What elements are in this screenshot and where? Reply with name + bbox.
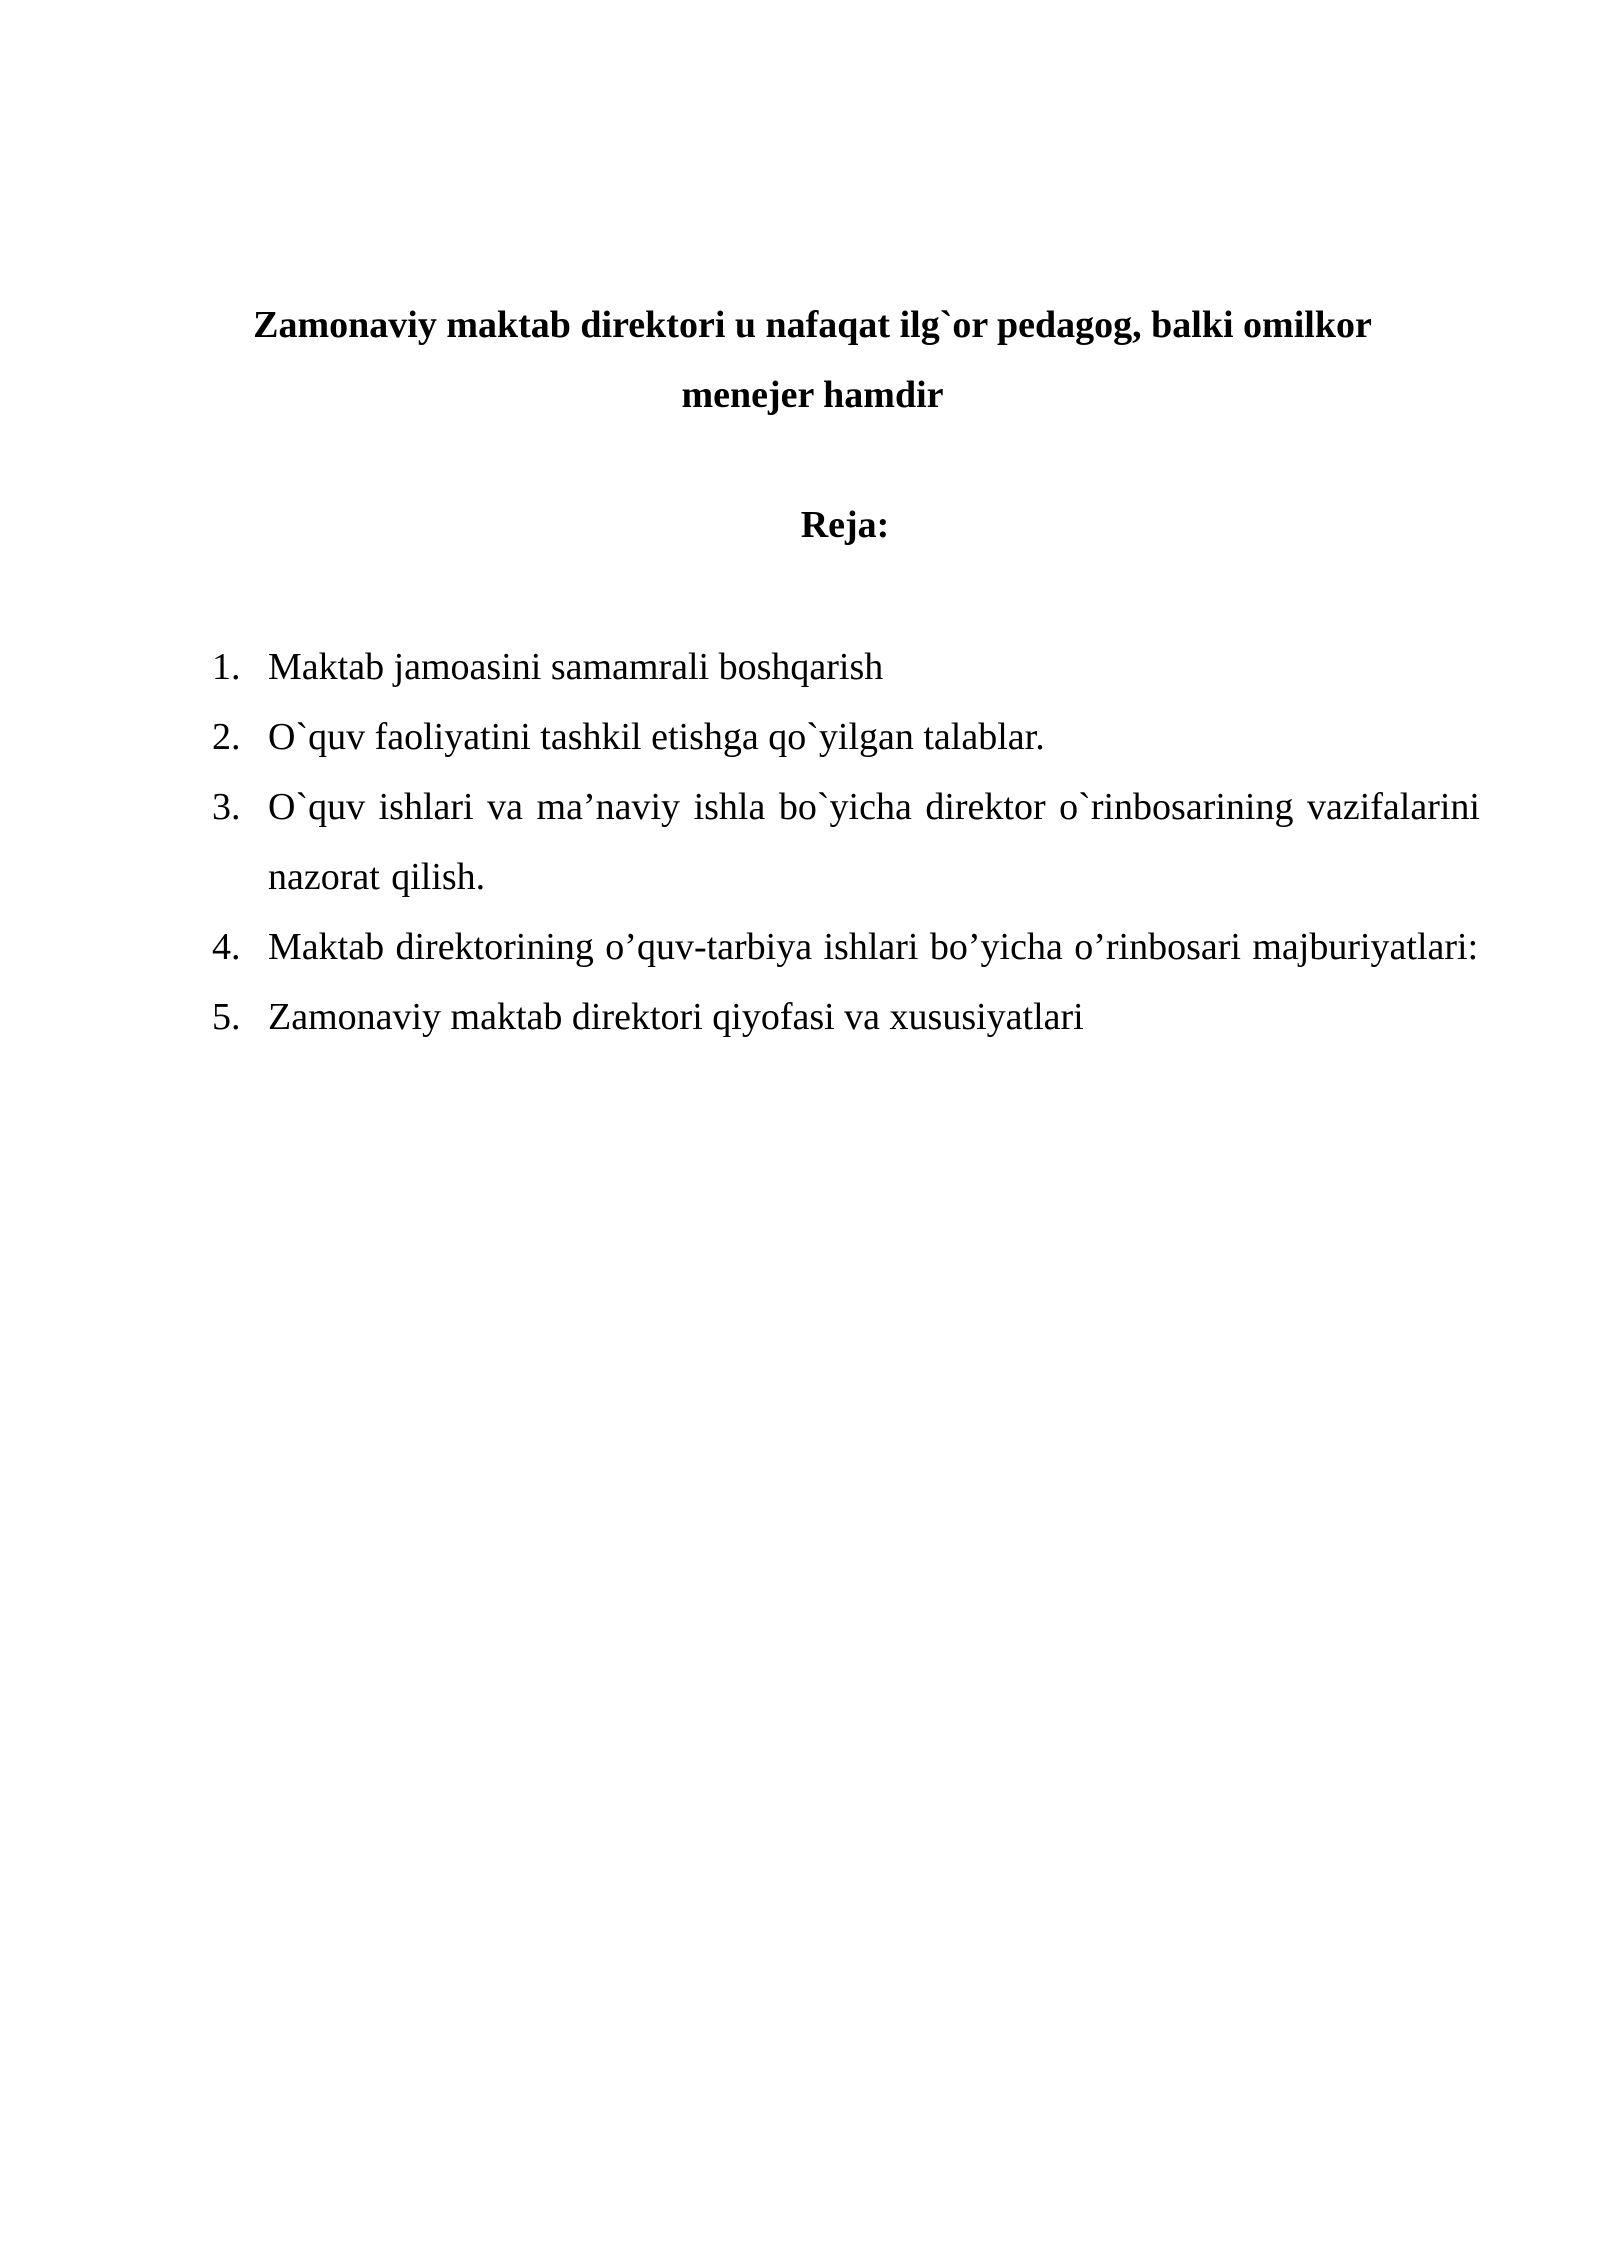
plan-item-text: Zamonaviy maktab direktori qiyofasi va xususiyatlari xyxy=(268,996,1084,1038)
plan-item-text: Maktab direktorining o’quv-tarbiya ishlari bo’yicha o’rinbosari majburiyatlari: xyxy=(268,926,1479,968)
plan-item-1 xyxy=(212,632,1480,702)
plan-item-text: Maktab jamoasini samamrali boshqarish xyxy=(268,646,884,688)
document-title: Zamonaviy maktab direktori u nafaqat ilg`or pedagog, balki omilkor menejer hamdir xyxy=(253,304,1372,416)
plan-item-5 xyxy=(212,982,1480,1052)
plan-item-number: 2. xyxy=(212,716,241,758)
plan-list xyxy=(212,632,1480,1052)
plan-item-4 xyxy=(212,912,1480,982)
plan-item-number: 4. xyxy=(212,926,241,968)
plan-item-2 xyxy=(212,702,1480,772)
plan-item-number: 5. xyxy=(212,996,241,1038)
plan-item-text: O`quv ishlari va ma’naviy ishla bo`yicha direktor o`rinbosarining vazifalarini nazorat qilish. xyxy=(268,786,1480,898)
plan-item-number: 1. xyxy=(212,646,241,688)
plan-item-number: 3. xyxy=(212,786,241,828)
plan-heading: Reja: xyxy=(800,504,890,546)
plan-item-text: O`quv faoliyatini tashkil etishga qo`yilgan talablar. xyxy=(268,716,1045,758)
plan-item-3 xyxy=(212,772,1480,912)
